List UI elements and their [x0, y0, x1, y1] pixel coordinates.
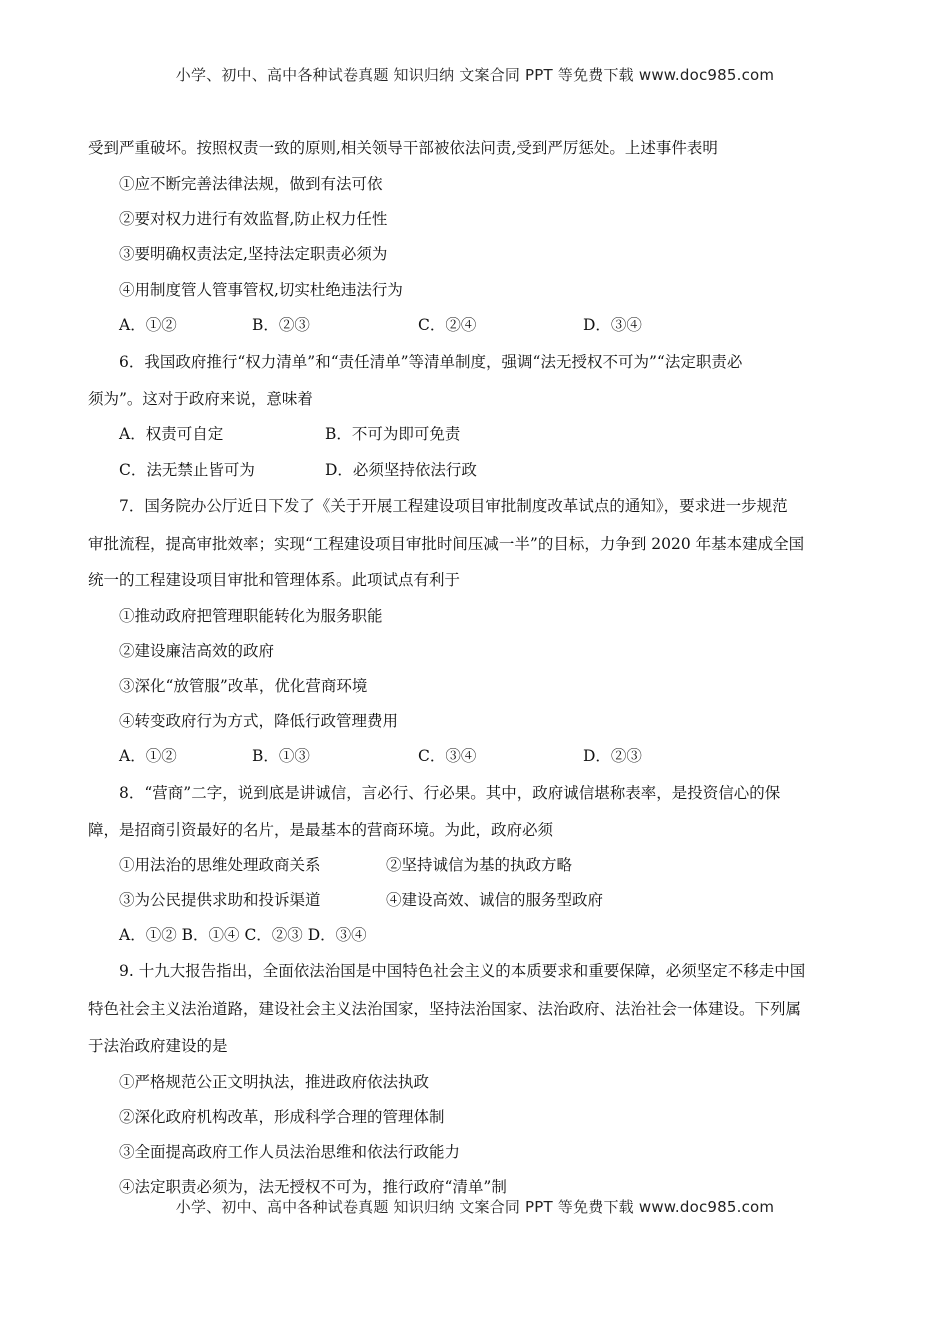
q7-option-b: B．①③	[252, 747, 310, 765]
q7-option-a: A．①②	[119, 747, 177, 765]
q9-statement-2: ②深化政府机构改革，形成科学合理的管理体制	[119, 1108, 445, 1126]
q9-statement-3: ③全面提高政府工作人员法治思维和依法行政能力	[119, 1143, 461, 1161]
q7-statement-2: ②建设廉洁高效的政府	[119, 642, 275, 660]
q9-stem-line-2: 特色社会主义法治道路，建设社会主义法治国家，坚持法治国家、法治政府、法治社会一体建设。下列属	[88, 1000, 802, 1018]
q5-option-d: D．③④	[583, 316, 642, 334]
q9-stem-line-1: 9. 十九大报告指出，全面依法治国是中国特色社会主义的本质要求和重要保障，必须坚定不移走中国	[119, 962, 806, 980]
q8-statement-4: ④建设高效、诚信的服务型政府	[386, 891, 604, 909]
q9-statement-1: ①严格规范公正文明执法，推进政府依法执政	[119, 1073, 430, 1091]
q6-stem-line-2: 须为”。这对于政府来说，意味着	[88, 390, 313, 408]
q8-stem-line-2: 障，是招商引资最好的名片，是最基本的营商环境。为此，政府必须	[88, 821, 554, 839]
q7-stem-line-1: 7．国务院办公厅近日下发了《关于开展工程建设项目审批制度改革试点的通知》，要求进一步规范	[119, 497, 788, 515]
q8-statement-1: ①用法治的思维处理政商关系	[119, 856, 321, 874]
q6-option-d: D．必须坚持依法行政	[325, 461, 477, 479]
q5-statement-1: ①应不断完善法律法规，做到有法可依	[119, 175, 383, 193]
q8-statement-3: ③为公民提供求助和投诉渠道	[119, 891, 321, 909]
q9-statement-4: ④法定职责必须为，法无授权不可为，推行政府“清单”制	[119, 1178, 507, 1196]
q5-continuation: 受到严重破坏。按照权责一致的原则,相关领导干部被依法问责,受到严厉惩处。上述事件表明	[88, 139, 718, 157]
q7-statement-1: ①推动政府把管理职能转化为服务职能	[119, 607, 383, 625]
q8-options: A．①② B．①④ C．②③ D．③④	[119, 926, 367, 944]
q5-option-a: A．①②	[119, 316, 177, 334]
q7-option-d: D．②③	[583, 747, 642, 765]
q5-statement-3: ③要明确权责法定,坚持法定职责必须为	[119, 245, 388, 263]
q6-option-a: A．权责可自定	[119, 425, 224, 443]
q7-stem-line-2: 审批流程，提高审批效率；实现“工程建设项目审批时间压减一半”的目标，力争到 2020 年基本建成全国	[88, 535, 805, 553]
q6-stem-line-1: 6．我国政府推行“权力清单”和“责任清单”等清单制度，强调“法无授权不可为”“法定职责必	[119, 353, 743, 371]
q7-option-c: C．③④	[418, 747, 477, 765]
q5-option-b: B．②③	[252, 316, 310, 334]
header-banner: 小学、初中、高中各种试卷真题 知识归纳 文案合同 PPT 等免费下载 www.doc985.com	[175, 66, 775, 84]
footer-banner: 小学、初中、高中各种试卷真题 知识归纳 文案合同 PPT 等免费下载 www.doc985.com	[175, 1198, 775, 1216]
q5-statement-4: ④用制度管人管事管权,切实杜绝违法行为	[119, 281, 403, 299]
q8-stem-line-1: 8．“营商”二字，说到底是讲诚信，言必行、行必果。其中，政府诚信堪称表率，是投资信心的保	[119, 784, 781, 802]
q6-option-b: B．不可为即可免责	[325, 425, 461, 443]
q6-option-c: C．法无禁止皆可为	[119, 461, 255, 479]
q9-stem-line-3: 于法治政府建设的是	[88, 1037, 228, 1055]
q5-statement-2: ②要对权力进行有效监督,防止权力任性	[119, 210, 388, 228]
q7-statement-3: ③深化“放管服”改革，优化营商环境	[119, 677, 368, 695]
q7-stem-line-3: 统一的工程建设项目审批和管理体系。此项试点有利于	[88, 571, 461, 589]
q7-statement-4: ④转变政府行为方式，降低行政管理费用	[119, 712, 399, 730]
q8-statement-2: ②坚持诚信为基的执政方略	[386, 856, 573, 874]
q5-option-c: C．②④	[418, 316, 477, 334]
